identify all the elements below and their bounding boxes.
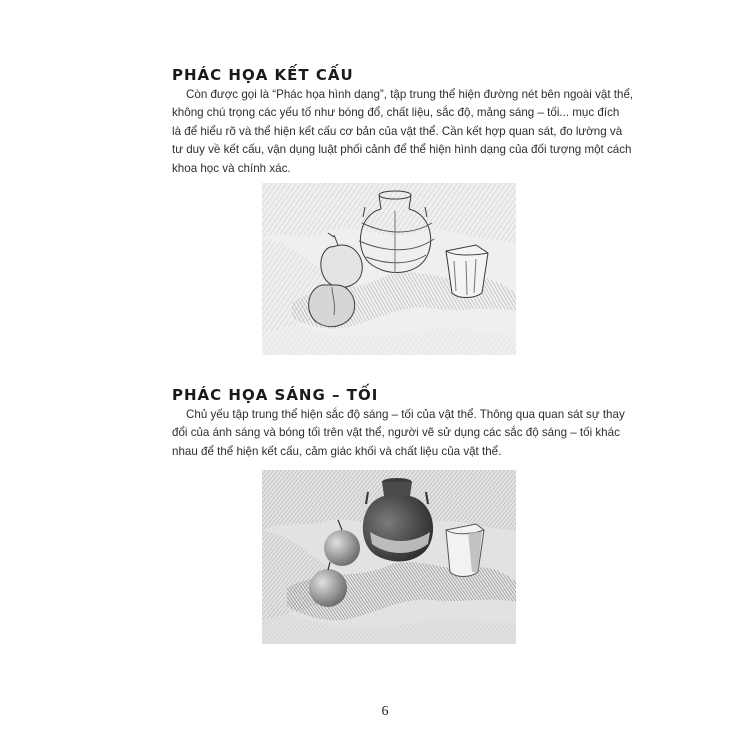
still-life-structure-sketch-image [262,183,516,355]
paragraph-line: không chú trọng các yếu tố như bóng đổ, chất liệu, sắc độ, mảng sáng – tối... mục đích [172,106,620,120]
paragraph-line: là để hiểu rõ và thể hiện kết cấu cơ bản của vật thể. Cần kết hợp quan sát, đo lường và [172,124,623,138]
paragraph-line: đổi của ánh sáng và bóng tối trên vật thể, người vẽ sử dụng các sắc độ sáng – tối khác [172,426,620,440]
paragraph-line: Chủ yếu tập trung thể hiện sắc độ sáng – tối của vật thể. Thông qua quan sát sự thay [186,408,625,421]
paragraph-line: nhau để thể hiện kết cấu, cảm giác khối và chất liệu của vật thể. [172,444,502,458]
section-paragraph-light-dark-sketch [172,406,625,461]
paragraph-line: khoa học và chính xác. [172,161,291,175]
page-number: 6 [381,704,389,719]
paragraph-line: tư duy về kết cấu, vận dụng luật phối cảnh để thể hiện hình dạng của đối tượng một cách [172,143,632,157]
section-title-structure-sketch: PHÁC HỌA KẾT CẤU [172,66,354,84]
paragraph-line: Còn được gọi là “Phác họa hình dạng”, tập trung thể hiện đường nét bên ngoài vật thể, [186,88,634,101]
section-paragraph-structure-sketch [172,86,634,178]
structure-sketch-drawing [262,183,516,355]
section-title-light-dark-sketch: PHÁC HỌA SÁNG – TỐI [172,386,379,404]
still-life-light-dark-sketch-image [262,470,516,644]
light-dark-sketch-drawing [262,470,516,644]
